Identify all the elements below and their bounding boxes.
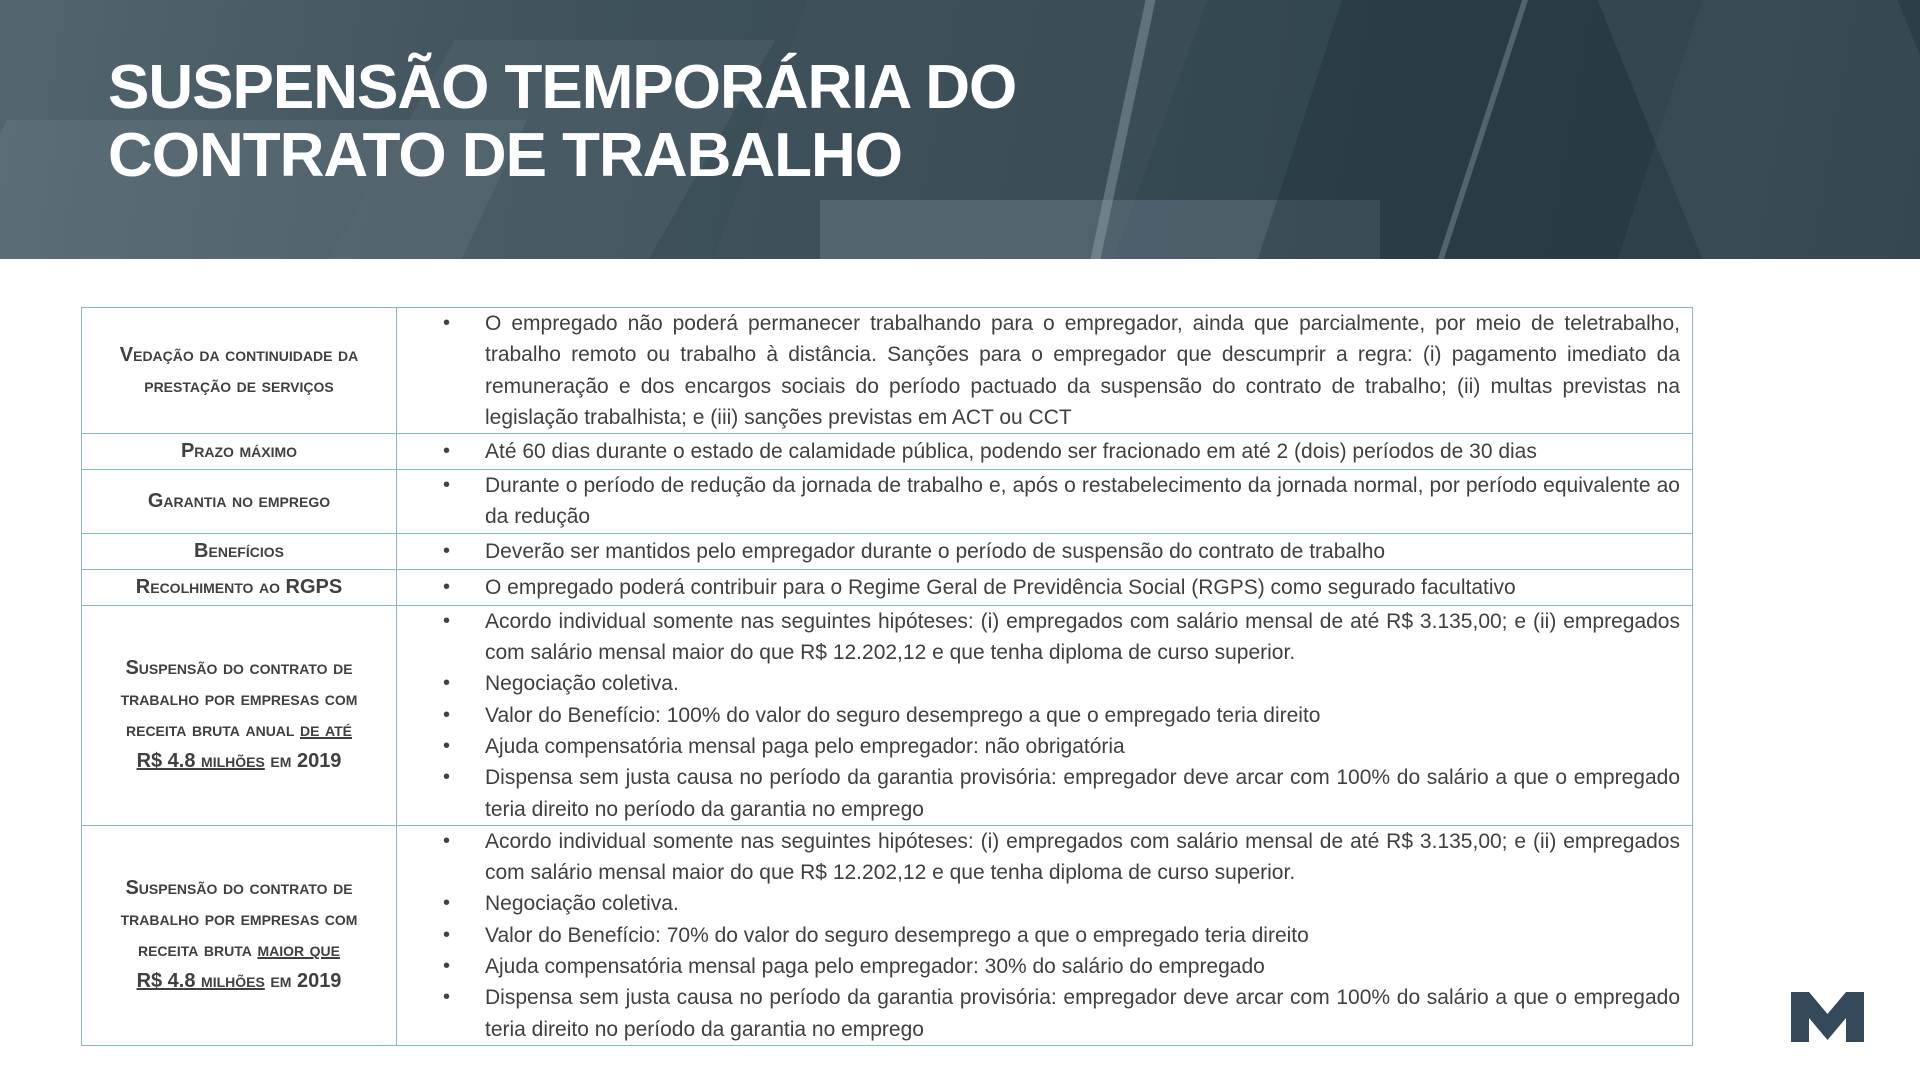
table-row <box>82 569 1693 605</box>
table-row <box>82 470 1693 534</box>
bullet-list <box>443 470 1680 533</box>
bullet-item: • O empregado poderá contribuir para o Regime Geral de Previdência Social (RGPS) como segurado facultativo <box>443 572 1680 603</box>
bullet-item: • Dispensa sem justa causa no período da garantia provisória: empregador deve arcar com 100% do salário a que o empregado teria direito no período da garantia no emprego <box>443 762 1680 825</box>
slide-title-line-1: SUSPENSÃO TEMPORÁRIA DO <box>108 53 1017 122</box>
bullet-list <box>443 826 1680 1045</box>
row-label-underlined: R$ 4.8 milhões <box>136 750 265 773</box>
bullet-item: • Valor do Benefício: 70% do valor do seguro desemprego a que o empregado teria direito <box>443 920 1680 951</box>
row-label-text: Suspensão do contrato de trabalho por empresas com receita bruta anual <box>120 657 358 742</box>
bullet-item: • O empregado não poderá permanecer trabalhando para o empregador, ainda que parcialmente, por meio de teletrabalho, trabalho remoto ou trabalho à distância. Sanções para o empregador que descumprir a regra: (i) pagamento imediato da remuneração e dos encargos sociais do período pactuado da suspensão do contrato de trabalho; (ii) multas previstas na legislação trabalhista; e (iii) sanções previstas em ACT ou CCT <box>443 308 1680 433</box>
bullet-item: • Dispensa sem justa causa no período da garantia provisória: empregador deve arcar com 100% do salário a que o empregado teria direito no período da garantia no emprego <box>443 982 1680 1045</box>
bullet-item: • Ajuda compensatória mensal paga pelo empregador: não obrigatória <box>443 731 1680 762</box>
bullet-list <box>443 436 1680 467</box>
bullet-list <box>443 572 1680 603</box>
bullet-item: • Acordo individual somente nas seguintes hipóteses: (i) empregados com salário mensal de até R$ 3.135,00; e (ii) empregados com salário mensal maior do que R$ 12.202,12 e que tenha diploma de curso superior. <box>443 826 1680 889</box>
bullet-item: • Durante o período de redução da jornada de trabalho e, após o restabelecimento da jornada normal, por período equivalente ao da redução <box>443 470 1680 533</box>
row-label: Prazo máximo <box>82 434 397 470</box>
row-content <box>397 533 1693 569</box>
row-label: Recolhimento ao RGPS <box>82 569 397 605</box>
row-label: Garantia no emprego <box>82 470 397 534</box>
row-label: Vedação da continuidade da prestação de serviços <box>82 308 397 434</box>
row-label-text: em 2019 <box>264 750 342 773</box>
row-label-underlined: maior que <box>257 939 341 962</box>
bullet-list <box>443 606 1680 825</box>
row-label-text: Suspensão do contrato de trabalho por empresas com receita bruta <box>120 877 358 962</box>
suspension-rules-table <box>81 307 1693 1046</box>
bullet-item: • Acordo individual somente nas seguintes hipóteses: (i) empregados com salário mensal de até R$ 3.135,00; e (ii) empregados com salário mensal maior do que R$ 12.202,12 e que tenha diploma de curso superior. <box>443 606 1680 669</box>
row-label: Benefícios <box>82 533 397 569</box>
table-row <box>82 533 1693 569</box>
row-content <box>397 569 1693 605</box>
table-row <box>82 605 1693 825</box>
slide-title-line-2: CONTRATO DE TRABALHO <box>108 121 902 190</box>
m-logo-icon <box>1791 992 1864 1042</box>
row-label-text: em 2019 <box>264 970 342 993</box>
bullet-item: • Até 60 dias durante o estado de calamidade pública, podendo ser fracionado em até 2 (dois) períodos de 30 dias <box>443 436 1680 467</box>
slide-title <box>108 54 1308 190</box>
table-row <box>82 825 1693 1045</box>
bullet-list <box>443 308 1680 433</box>
row-label <box>82 605 397 825</box>
row-content <box>397 605 1693 825</box>
bullet-list <box>443 536 1680 567</box>
bullet-item: • Ajuda compensatória mensal paga pelo empregador: 30% do salário do empregado <box>443 951 1680 982</box>
row-content <box>397 470 1693 534</box>
row-content <box>397 308 1693 434</box>
header-banner <box>0 0 1920 259</box>
row-label-underlined: R$ 4.8 milhões <box>136 970 265 993</box>
row-label-underlined: de até <box>300 719 352 742</box>
bullet-item: • Negociação coletiva. <box>443 888 1680 919</box>
row-content <box>397 434 1693 470</box>
bullet-item: • Deverão ser mantidos pelo empregador durante o período de suspensão do contrato de trabalho <box>443 536 1680 567</box>
table-row <box>82 308 1693 434</box>
row-label <box>82 825 397 1045</box>
row-content <box>397 825 1693 1045</box>
bullet-item: • Valor do Benefício: 100% do valor do seguro desemprego a que o empregado teria direito <box>443 700 1680 731</box>
bullet-item: • Negociação coletiva. <box>443 668 1680 699</box>
table-row <box>82 434 1693 470</box>
